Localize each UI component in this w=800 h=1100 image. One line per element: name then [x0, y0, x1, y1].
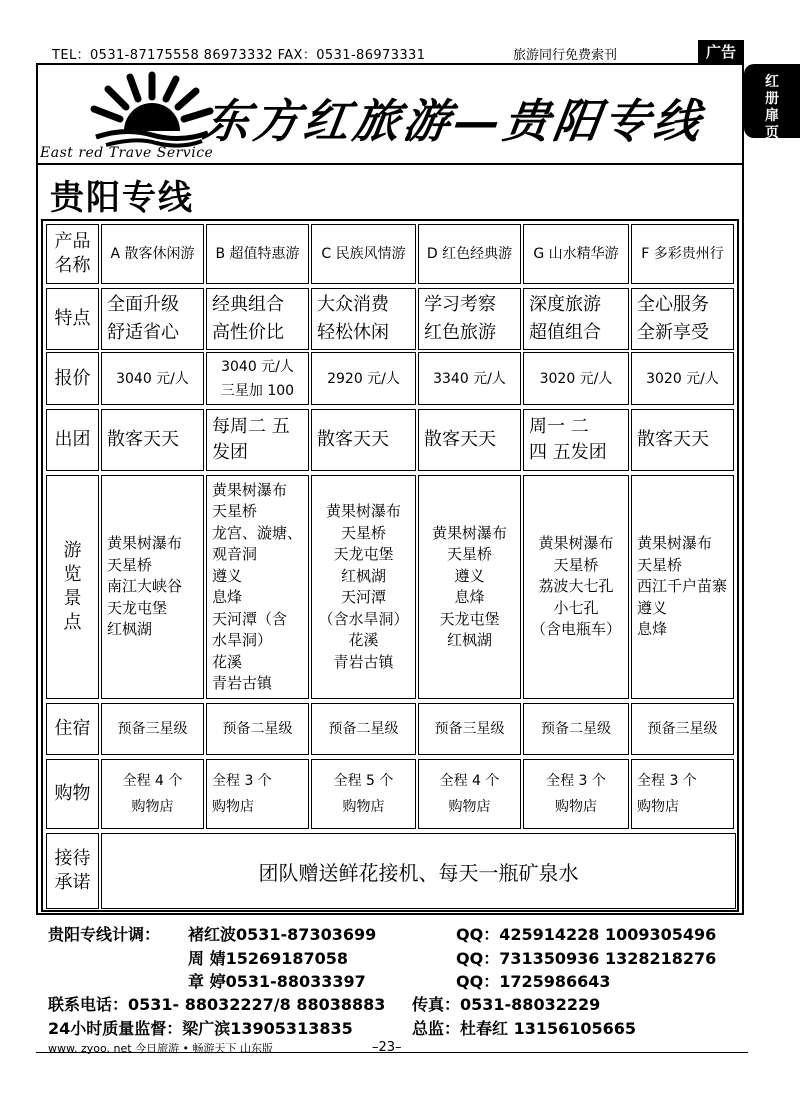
- cell-line: 花溪: [212, 652, 243, 671]
- cell-line: 天星桥: [212, 502, 258, 520]
- product-spots: [206, 475, 309, 699]
- product-shopping: [418, 759, 521, 829]
- cell-line: 3040 元/人: [221, 358, 294, 375]
- cell-line: 天星桥: [340, 523, 386, 542]
- product-name: [631, 224, 734, 284]
- cell-line: 3020 元/人: [646, 370, 719, 387]
- fax-number: 传真：0531-88032229: [412, 995, 601, 1014]
- cell-line: 息烽: [637, 620, 668, 639]
- quality-supervisor: 24小时质量监督：梁广滨13905313835: [48, 1019, 353, 1038]
- cell-line: 3020 元/人: [539, 370, 613, 387]
- cell-line: 西江千户苗寨: [637, 577, 728, 596]
- cell-line: 红色旅游: [424, 322, 496, 343]
- row-label-price: 报价: [46, 352, 99, 405]
- product-name-text: C 民族风情游: [321, 246, 406, 262]
- product-price: [631, 352, 734, 405]
- cell-line: 购物店: [212, 799, 254, 815]
- product-name-text: D 红色经典游: [426, 246, 513, 262]
- planner-contact: 周 婧15269187058: [188, 949, 349, 968]
- contact-phone: 联系电话：0531- 88032227/8 88038883: [48, 995, 386, 1014]
- cell-line: 全心服务: [637, 294, 709, 315]
- tel-fax-text: TEL：0531-87175558 86973332 FAX：0531-86973331: [52, 48, 426, 63]
- side-tab-char: 红: [765, 74, 779, 90]
- product-shopping: [206, 759, 309, 829]
- row-label-service: 接待 承诺: [46, 833, 99, 909]
- footer-contacts: [48, 922, 738, 1040]
- cell-line: 天龙屯堡: [439, 609, 500, 628]
- cell-line: 3340 元/人: [433, 370, 506, 387]
- service-promise: [101, 833, 736, 909]
- product-departure: [418, 409, 521, 471]
- cell-line: （含水旱洞）: [318, 609, 409, 628]
- side-tab-char: 册: [765, 91, 779, 107]
- product-shopping: [311, 759, 416, 829]
- cell-line: 天星桥: [637, 555, 683, 574]
- hotel-text: 预备二星级: [222, 721, 293, 737]
- product-hotel: [311, 703, 416, 755]
- header: [38, 65, 742, 165]
- product-shopping: [101, 759, 204, 829]
- cell-line: 龙宫、漩塘、: [212, 523, 303, 542]
- cell-line: 购物店: [637, 799, 679, 815]
- cell-line: 息烽: [212, 588, 243, 606]
- product-price: [311, 352, 416, 405]
- cell-line: 3040 元/人: [116, 370, 189, 387]
- cell-line: 三星加 100: [220, 382, 295, 399]
- product-price: [523, 352, 629, 405]
- cell-line: 散客天天: [424, 429, 496, 450]
- cell-line: 每周二 五: [212, 416, 290, 437]
- row-label-depart: 出团: [46, 409, 99, 471]
- cell-line: 荔波大七孔: [538, 577, 614, 596]
- cell-line: 遵义: [454, 566, 485, 585]
- cell-line: 2920 元/人: [327, 370, 400, 387]
- cell-line: 购物店: [448, 799, 491, 815]
- cell-line: 超值组合: [529, 322, 601, 343]
- side-tab-char: 扉: [765, 108, 779, 124]
- cell-line: 全程 5 个: [333, 773, 394, 789]
- free-catalog-text: 旅游同行免费索刊: [513, 48, 618, 63]
- product-hotel: [631, 703, 734, 755]
- product-feature: [206, 288, 309, 350]
- cell-line: 散客天天: [637, 429, 709, 450]
- cell-line: 观音洞: [212, 545, 258, 563]
- cell-line: 发团: [212, 442, 248, 463]
- brand-english: East red Trave Service: [40, 145, 214, 161]
- ad-tag: 广告: [698, 40, 744, 64]
- page-number: –23–: [372, 1040, 402, 1055]
- cell-line: 轻松休闲: [317, 322, 389, 343]
- product-departure: [311, 409, 416, 471]
- product-name: [418, 224, 521, 284]
- planner-qq: QQ：425914228 1009305496: [456, 925, 717, 944]
- director: 总监：杜春红 13156105665: [412, 1019, 637, 1038]
- cell-line: 舒适省心: [107, 322, 179, 343]
- cell-line: 南江大峡谷: [107, 577, 183, 596]
- cell-line: 天龙屯堡: [107, 598, 168, 617]
- product-hotel: [523, 703, 629, 755]
- product-price: [418, 352, 521, 405]
- hotel-text: 预备三星级: [434, 721, 505, 737]
- cell-line: 黄果树瀑布: [107, 534, 183, 553]
- product-price: [101, 352, 204, 405]
- product-name: [101, 224, 204, 284]
- cell-line: 黄果树瀑布: [637, 534, 713, 553]
- cell-line: 全新享受: [637, 322, 709, 343]
- side-tab: [744, 64, 800, 141]
- cell-line: 高性价比: [212, 322, 284, 343]
- planner-qq: QQ：1725986643: [456, 972, 611, 991]
- planner-label: 贵阳专线计调：: [48, 925, 161, 944]
- cell-line: 深度旅游: [529, 294, 601, 315]
- product-departure: [206, 409, 309, 471]
- row-label-product: 产品 名称: [46, 224, 99, 284]
- product-table: [41, 219, 739, 912]
- cell-line: 四 五发团: [529, 442, 607, 463]
- cell-line: 大众消费: [317, 294, 389, 315]
- cell-line: 遵义: [637, 598, 668, 617]
- product-name: [311, 224, 416, 284]
- product-spots: [418, 475, 521, 699]
- cell-line: 购物店: [131, 799, 174, 815]
- cell-line: 全程 4 个: [122, 773, 183, 789]
- cell-line: 黄果树瀑布: [431, 523, 507, 542]
- product-name-text: F 多彩贵州行: [641, 246, 724, 262]
- product-feature: [523, 288, 629, 350]
- product-departure: [101, 409, 204, 471]
- cell-line: 散客天天: [107, 429, 179, 450]
- cell-line: 花溪: [348, 631, 379, 649]
- cell-line: 息烽: [454, 588, 485, 606]
- section-title: 贵阳专线: [50, 178, 194, 218]
- cell-line: 天星桥: [446, 545, 492, 563]
- service-text: 团队赠送鲜花接机、每天一瓶矿泉水: [258, 860, 579, 885]
- row-label-shopping: 购物: [46, 759, 99, 829]
- product-name-text: B 超值特惠游: [215, 246, 300, 262]
- product-name-text: A 散客休闲游: [110, 246, 195, 262]
- cell-line: 散客天天: [317, 429, 389, 450]
- cell-line: 经典组合: [212, 294, 284, 315]
- product-feature: [101, 288, 204, 350]
- cell-line: 青岩古镇: [333, 652, 394, 671]
- product-name-text: G 山水精华游: [533, 246, 619, 262]
- product-name: [523, 224, 629, 284]
- cell-line: 购物店: [342, 799, 385, 815]
- cell-line: 小七孔: [553, 598, 599, 617]
- product-hotel: [206, 703, 309, 755]
- cell-line: 天星桥: [553, 555, 599, 574]
- cell-line: 水旱洞）: [212, 631, 273, 649]
- product-departure: [523, 409, 629, 471]
- cell-line: 青岩古镇: [212, 674, 273, 692]
- row-label-hotel: 住宿: [46, 703, 99, 755]
- product-shopping: [631, 759, 734, 829]
- website-footer: www. zyoo. net 今日旅游 • 畅游天下 山东版: [48, 1042, 274, 1055]
- cell-line: 天河潭: [340, 588, 386, 606]
- cell-line: （含电瓶车）: [530, 620, 621, 639]
- product-shopping: [523, 759, 629, 829]
- cell-line: 周一 二: [529, 416, 589, 437]
- product-price: [206, 352, 309, 405]
- row-label-feature: 特点: [46, 288, 99, 350]
- cell-line: 天河潭（含: [212, 609, 288, 628]
- cell-line: 天星桥: [107, 555, 153, 574]
- product-departure: [631, 409, 734, 471]
- cell-line: 学习考察: [424, 294, 496, 315]
- hotel-text: 预备三星级: [647, 721, 718, 737]
- side-tab-char: 页: [765, 125, 779, 141]
- brand-title: 东方红旅游—贵阳专线: [199, 94, 708, 148]
- product-feature: [418, 288, 521, 350]
- planner-qq: QQ：731350936 1328218276: [456, 949, 717, 968]
- product-spots: [311, 475, 416, 699]
- product-feature: [631, 288, 734, 350]
- cell-line: 全程 4 个: [439, 773, 500, 789]
- top-contact-bar: [52, 44, 700, 64]
- cell-line: 红枫湖: [107, 620, 153, 639]
- cell-line: 全程 3 个: [212, 773, 272, 789]
- product-hotel: [101, 703, 204, 755]
- cell-line: 全面升级: [107, 294, 179, 315]
- hotel-text: 预备三星级: [117, 721, 188, 737]
- product-feature: [311, 288, 416, 350]
- product-spots: [101, 475, 204, 699]
- product-hotel: [418, 703, 521, 755]
- cell-line: 全程 3 个: [546, 773, 606, 789]
- cell-line: 全程 3 个: [637, 773, 697, 789]
- cell-line: 黄果树瀑布: [325, 502, 401, 520]
- cell-line: 红枫湖: [340, 566, 386, 585]
- row-label-spots: 游 览 景 点: [46, 475, 99, 699]
- cell-line: 黄果树瀑布: [212, 480, 288, 499]
- product-spots: [631, 475, 734, 699]
- product-name: [206, 224, 309, 284]
- cell-line: 天龙屯堡: [333, 545, 394, 563]
- planner-contact: 褚红波0531-87303699: [188, 925, 377, 944]
- planner-contact: 章 婷0531-88033397: [188, 972, 366, 991]
- cell-line: 黄果树瀑布: [538, 534, 614, 553]
- cell-line: 红枫湖: [446, 631, 492, 649]
- hotel-text: 预备二星级: [328, 721, 399, 737]
- cell-line: 购物店: [555, 799, 597, 815]
- product-spots: [523, 475, 629, 699]
- cell-line: 遵义: [212, 566, 243, 585]
- hotel-text: 预备二星级: [541, 721, 611, 737]
